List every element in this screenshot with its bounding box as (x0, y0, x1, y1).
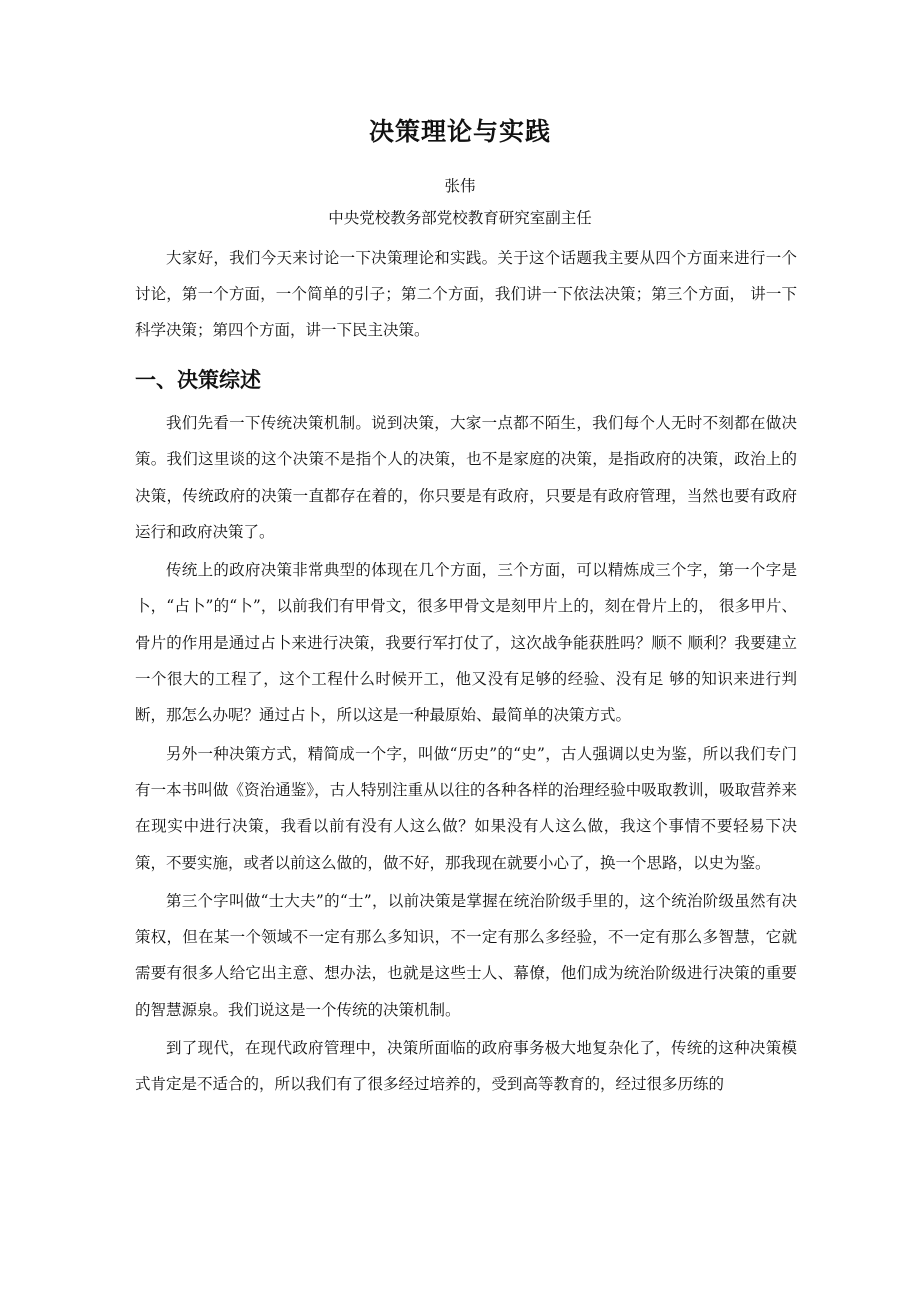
body-paragraph: 另外一种决策方式，精简成一个字，叫做“历史”的“史”，古人强调以史为鉴，所以我们专门有一本书叫做《资治通鉴》，古人特别注重从以往的各种各样的治理经验中吸取教训，吸取营养来在现实中进行决策，我看以前有没有人这么做？如果没有人这么做，我这个事情不要轻易下决策，不要实施，或者以前这么做的，做不好，那我现在就要小心了，换一个思路，以史为鉴。 (135, 744, 797, 872)
author-name: 张伟 (444, 177, 476, 195)
intro-paragraph: 大家好，我们今天来讨论一下决策理论和实践。关于这个话题我主要从四个方面来进行一个讨论，第一个方面，一个简单的引子；第二个方面，我们讲一下依法决策；第三个方面， 讲一下科学决策；第四个方面，讲一下民主决策。 (135, 249, 797, 339)
body-paragraph: 传统上的政府决策非常典型的体现在几个方面，三个方面，可以精炼成三个字，第一个字是卜，“占卜”的“卜”，以前我们有甲骨文，很多甲骨文是刻甲片上的，刻在骨片上的， 很多甲片、骨片的作用是通过占卜来进行决策，我要行军打仗了，这次战争能获胜吗？顺不 顺利？我要建立一个很大的工程了，这个工程什么时候开工，他又没有足够的经验、没有足 够的知识来进行判断，那怎么办呢？通过占卜，所以这是一种最原始、最简单的决策方式。 (135, 561, 797, 725)
document-title: 决策理论与实践 (368, 117, 551, 146)
body-paragraph: 第三个字叫做“士大夫”的“士”，以前决策是掌握在统治阶级手里的，这个统治阶级虽然有决策权，但在某一个领域不一定有那么多知识，不一定有那么多经验，不一定有那么多智慧，它就需要有很多人给它出主意、想办法，也就是这些士人、幕僚，他们成为统治阶级进行决策的重要的智慧源泉。我们说这是一个传统的决策机制。 (135, 891, 797, 1019)
body-paragraph: 我们先看一下传统决策机制。说到决策，大家一点都不陌生，我们每个人无时不刻都在做决策。我们这里谈的这个决策不是指个人的决策，也不是家庭的决策，是指政府的决策，政治上的决策，传统政府的决策一直都存在着的，你只要是有政府，只要是有政府管理，当然也要有政府运行和政府决策了。 (135, 414, 797, 541)
body-paragraph: 到了现代，在现代政府管理中，决策所面临的政府事务极大地复杂化了，传统的这种决策模式肯定是不适合的，所以我们有了很多经过培养的，受到高等教育的，经过很多历练的 (135, 1039, 797, 1094)
section-heading: 一、决策综述 (135, 368, 261, 392)
section-body (135, 405, 797, 1105)
author-affiliation: 中央党校教务部党校教育研究室副主任 (328, 209, 592, 227)
